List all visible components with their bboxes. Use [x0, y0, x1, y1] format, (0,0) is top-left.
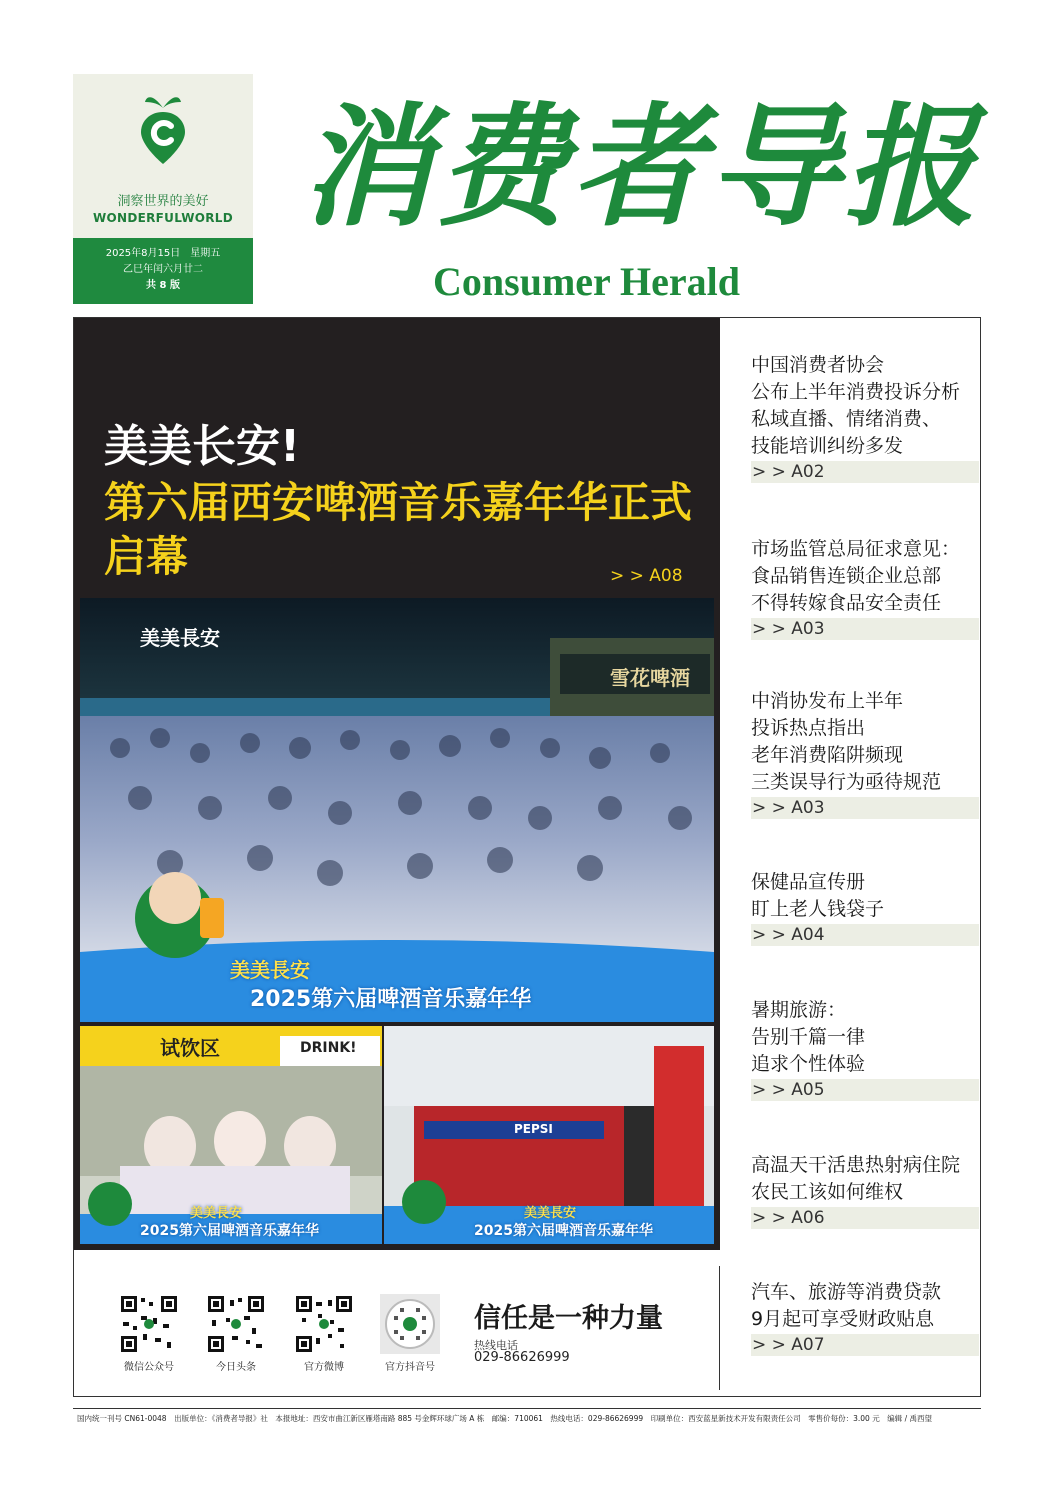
- sidebar-item-line: 公布上半年消费投诉分析: [751, 381, 961, 403]
- sidebar-item-line: 私域直播、情绪消费、: [751, 408, 942, 430]
- sidebar-item-page-ref[interactable]: > > A07: [751, 1334, 979, 1356]
- sidebar-item[interactable]: [751, 352, 979, 483]
- sidebar-item-line: 投诉热点指出: [751, 717, 866, 739]
- sidebar-item-line: 市场监管总局征求意见：: [751, 538, 961, 560]
- feature-photo-tasting: [80, 1026, 382, 1244]
- sidebar-item-line: 老年消费陷阱频现: [751, 744, 904, 766]
- sidebar-item[interactable]: [751, 1152, 979, 1229]
- qr-label: 官方抖音号: [385, 1362, 435, 1373]
- qr-code-douyin-icon[interactable]: [380, 1294, 440, 1354]
- trust-slogan: 信任是一种力量: [474, 1303, 663, 1334]
- qr-code-weibo-icon[interactable]: [294, 1294, 354, 1354]
- main-photo-caption-2: 2025第六届啤酒音乐嘉年华: [250, 987, 532, 1012]
- sidebar-item-line: 中消协发布上半年: [751, 690, 904, 712]
- sidebar-item-page-ref[interactable]: > > A05: [751, 1079, 979, 1101]
- qr-code-toutiao-icon[interactable]: [206, 1294, 266, 1354]
- sidebar-item-line: 暑期旅游：: [751, 999, 847, 1021]
- sidebar-item-page-ref[interactable]: > > A06: [751, 1207, 979, 1229]
- sidebar-item[interactable]: [751, 536, 979, 640]
- imprint-footer: 国内统一刊号 CN61-0048 出版单位：《消费者导报》社 本报地址：西安市曲江新区雁塔南路 885 号金辉环球广场 A 栋 邮编：710061 热线电话：029-86626999 印刷单位：西安蓝星新技术开发有限责任公司 零售价每份：3.00 元 编辑 / 禹西望: [77, 1414, 932, 1423]
- feature-subheadline: 第六届西安啤酒音乐嘉年华正式启幕: [104, 478, 693, 581]
- hotline-label: 热线电话: [474, 1339, 518, 1352]
- logo-slogan: 洞察世界的美好: [117, 194, 209, 209]
- feature-headline: 美美长安!: [104, 421, 301, 472]
- masthead-title: 消费者导报: [300, 90, 980, 245]
- photo-watermark: 美美長安: [140, 626, 220, 650]
- logo-leaf-pin-icon: [135, 86, 191, 166]
- sidebar-item-line: 三类误导行为亟待规范: [751, 771, 942, 793]
- pepsi-sign: PEPSI: [514, 1122, 553, 1136]
- sidebar-item-line: 高温天干活患热射病住院: [751, 1154, 961, 1176]
- drink-banner: DRINK!: [300, 1040, 357, 1056]
- sidebar-item-line: 告别千篇一律: [751, 1026, 866, 1048]
- feature-main-photo: [80, 598, 714, 1022]
- contact-divider: [719, 1266, 720, 1390]
- sidebar-item-line: 盯上老人钱袋子: [751, 898, 885, 920]
- sidebar-item[interactable]: [751, 688, 979, 819]
- right-photo-caption-2: 2025第六届啤酒音乐嘉年华: [474, 1223, 653, 1239]
- right-photo-caption-1: 美美長安: [524, 1206, 577, 1221]
- sidebar-item-line: 追求个性体验: [751, 1053, 866, 1075]
- sidebar-item-line: 9月起可享受财政贴息: [751, 1308, 935, 1330]
- logo-slogan-en: WONDERFULWORLD: [92, 211, 234, 225]
- hotline-number[interactable]: 029-86626999: [474, 1350, 570, 1365]
- left-photo-caption-2: 2025第六届啤酒音乐嘉年华: [140, 1223, 319, 1239]
- sidebar-item[interactable]: [751, 1279, 979, 1356]
- feature-page-ref[interactable]: > > A08: [610, 566, 683, 586]
- footer-divider: [73, 1408, 981, 1409]
- sidebar-item-page-ref[interactable]: > > A02: [751, 461, 979, 483]
- sidebar-item-line: 技能培训纠纷多发: [751, 435, 904, 457]
- left-photo-caption-1: 美美長安: [190, 1206, 243, 1221]
- sidebar-item-page-ref[interactable]: > > A03: [751, 797, 979, 819]
- qr-label: 官方微博: [304, 1362, 344, 1373]
- issue-date: 2025年8月15日 星期五: [105, 248, 221, 259]
- feature-photo-booth: [384, 1026, 714, 1244]
- sidebar-item[interactable]: [751, 869, 979, 946]
- sidebar-item-line: 食品销售连锁企业总部: [751, 565, 942, 587]
- issue-date-block: [73, 238, 253, 304]
- sidebar-item-page-ref[interactable]: > > A04: [751, 924, 979, 946]
- issue-lunar-date: 乙巳年闰六月廿二: [123, 264, 203, 275]
- qr-label: 微信公众号: [124, 1362, 174, 1373]
- sidebar-item-page-ref[interactable]: > > A03: [751, 618, 979, 640]
- tasting-sign: 试饮区: [160, 1036, 220, 1060]
- main-photo-caption-1: 美美長安: [230, 958, 310, 982]
- issue-page-count: 共 8 版: [146, 280, 180, 291]
- sidebar-item-line: 不得转嫁食品安全责任: [751, 592, 942, 614]
- qr-code-wechat-icon[interactable]: [119, 1294, 179, 1354]
- sidebar-item-line: 中国消费者协会: [751, 354, 885, 376]
- qr-label: 今日头条: [216, 1362, 256, 1373]
- beer-brand-sign: 雪花啤酒: [610, 666, 690, 690]
- sidebar-item-line: 保健品宣传册: [751, 871, 866, 893]
- masthead-title-en: Consumer Herald: [433, 259, 741, 304]
- sidebar-item-line: 农民工该如何维权: [751, 1181, 904, 1203]
- sidebar-item[interactable]: [751, 997, 979, 1101]
- sidebar-item-line: 汽车、旅游等消费贷款: [751, 1281, 942, 1303]
- feature-story[interactable]: [74, 318, 720, 1250]
- logo-box: [73, 74, 253, 304]
